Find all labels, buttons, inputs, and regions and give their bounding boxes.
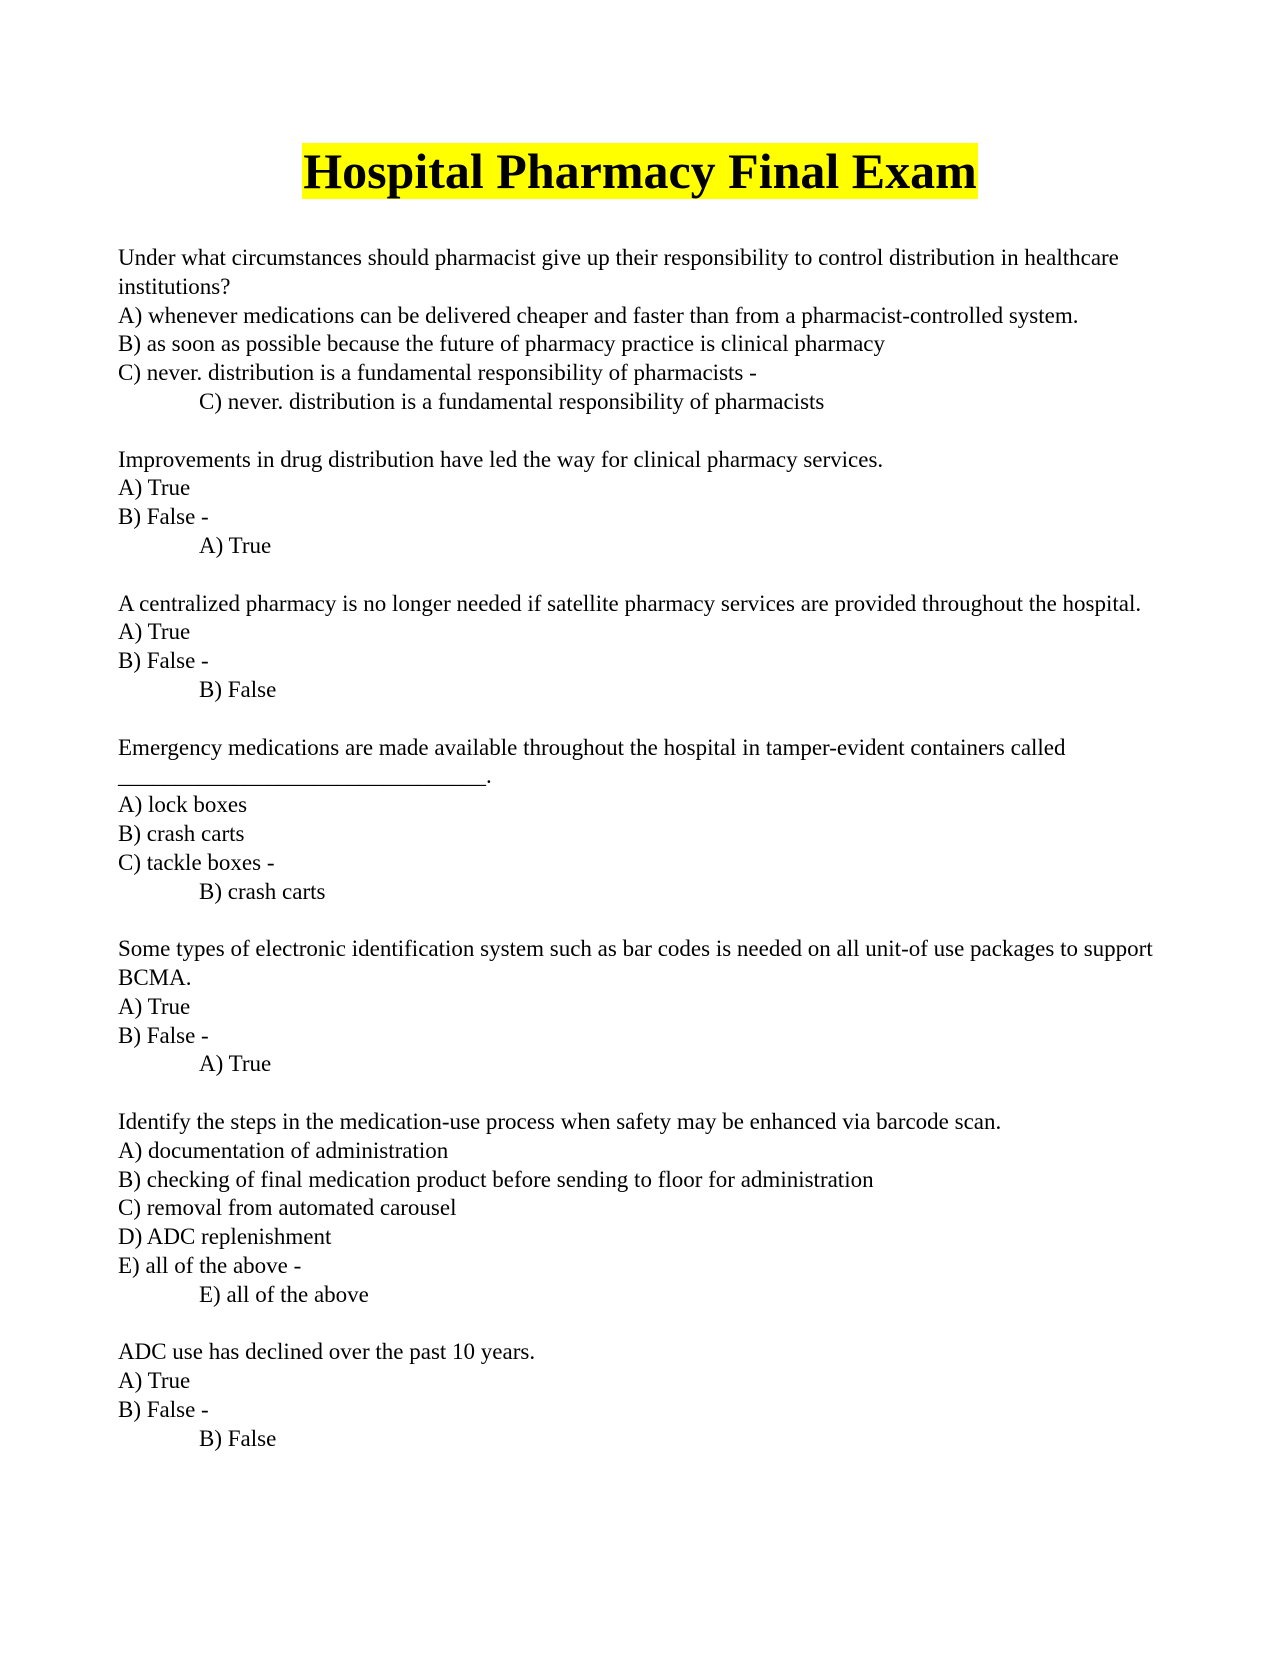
answer-option: A) True (118, 619, 191, 645)
answer-option: A) True (118, 993, 191, 1019)
correct-answer: A) True (199, 1051, 272, 1077)
question-text: Under what circumstances should pharmacist give up their responsibility to control distribution in healthcare institutions? (118, 245, 1119, 299)
question-block (118, 935, 1164, 1079)
question-text: ADC use has declined over the past 10 years. (118, 1339, 536, 1365)
correct-answer: B) False (199, 1425, 277, 1451)
question-text: Improvements in drug distribution have led the way for clinical pharmacy services. (118, 446, 884, 472)
answer-option: B) checking of final medication product before sending to floor for administration (118, 1166, 874, 1192)
question-text: Some types of electronic identification system such as bar codes is needed on all unit-of use packages to support BCMA. (118, 936, 1153, 990)
question-text: Identify the steps in the medication-use process when safety may be enhanced via barcode scan. (118, 1108, 1002, 1134)
correct-answer: B) crash carts (199, 878, 326, 904)
answer-option: B) False - (118, 504, 209, 530)
answer-option: A) documentation of administration (118, 1137, 449, 1163)
correct-answer: C) never. distribution is a fundamental responsibility of pharmacists (199, 388, 825, 414)
title-container (0, 143, 1280, 199)
answer-option: B) crash carts (118, 820, 245, 846)
answer-option: C) removal from automated carousel (118, 1195, 457, 1221)
answer-option: A) whenever medications can be delivered cheaper and faster than from a pharmacist-controlled system. (118, 302, 1079, 328)
question-text: Emergency medications are made available throughout the hospital in tamper-evident containers called ________________________________. (118, 734, 1066, 789)
question-block (118, 1338, 1164, 1453)
page-title: Hospital Pharmacy Final Exam (303, 143, 977, 199)
answer-option: C) tackle boxes - (118, 849, 275, 875)
correct-answer: A) True (199, 532, 272, 558)
answer-option: A) True (118, 475, 191, 501)
answer-option: B) as soon as possible because the future of pharmacy practice is clinical pharmacy (118, 331, 886, 357)
answer-option: B) False - (118, 1022, 209, 1048)
answer-option: A) lock boxes (118, 792, 248, 818)
question-text: A centralized pharmacy is no longer needed if satellite pharmacy services are provided throughout the hospital. (118, 590, 1142, 616)
question-list (118, 244, 1164, 1482)
question-block (118, 244, 1164, 417)
question-block (118, 446, 1164, 561)
question-block (118, 1108, 1164, 1310)
question-block (118, 590, 1164, 705)
answer-option: B) False - (118, 1396, 209, 1422)
answer-option: D) ADC replenishment (118, 1224, 332, 1250)
correct-answer: E) all of the above (199, 1281, 369, 1307)
answer-option: B) False - (118, 648, 209, 674)
answer-option: E) all of the above - (118, 1252, 302, 1278)
answer-option: C) never. distribution is a fundamental responsibility of pharmacists - (118, 360, 757, 386)
answer-option: A) True (118, 1368, 191, 1394)
question-block (118, 734, 1164, 907)
correct-answer: B) False (199, 676, 277, 702)
